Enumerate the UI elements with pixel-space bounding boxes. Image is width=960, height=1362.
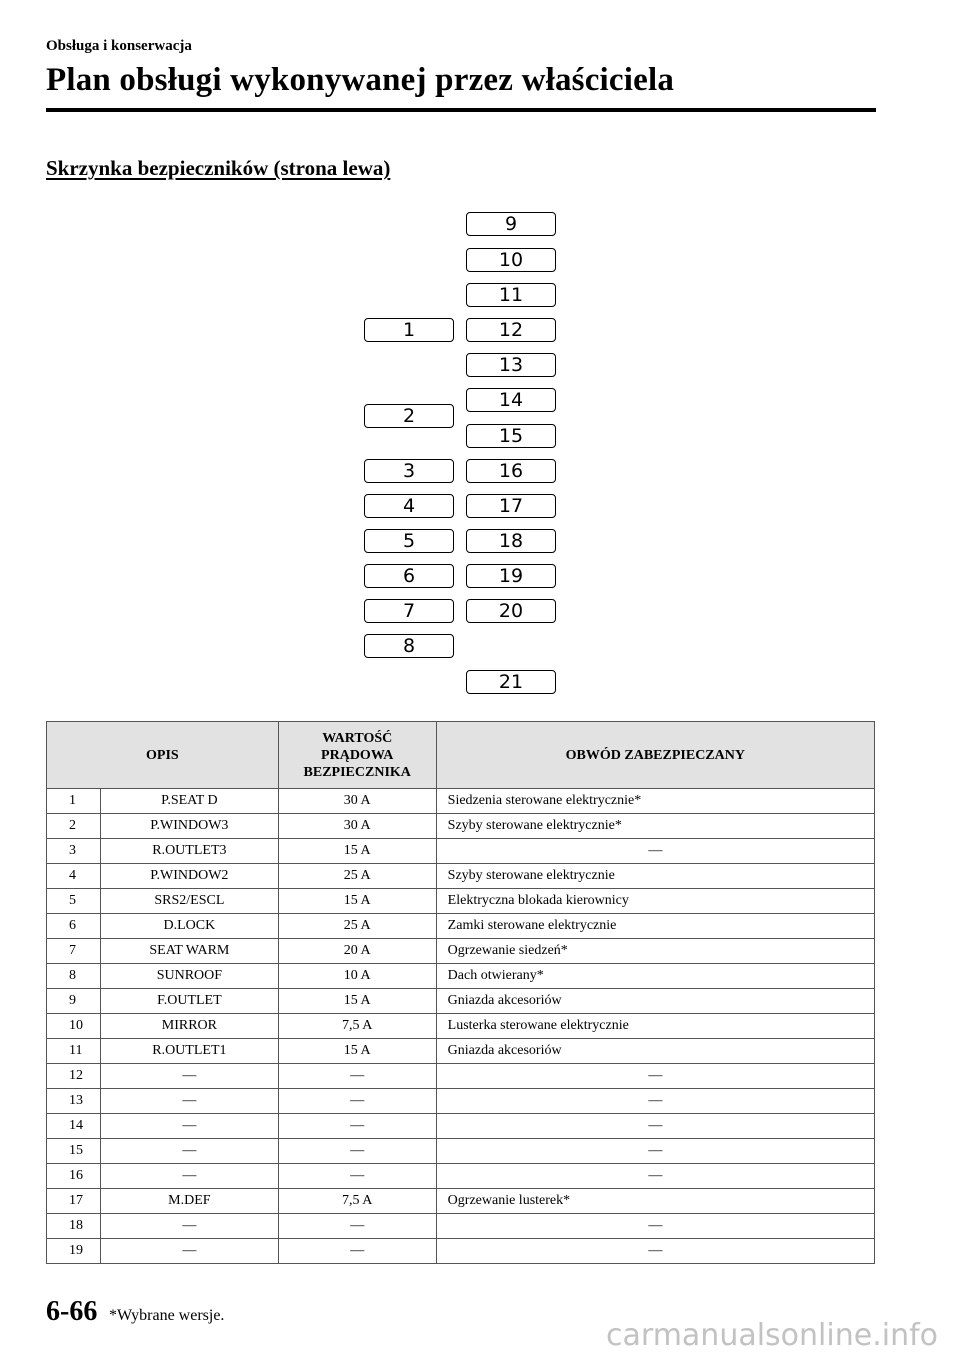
fuse-rating-cell: 7,5 A [278,1189,436,1214]
fuse-description-cell: — [100,1214,278,1239]
fuse-rating-cell: — [278,1114,436,1139]
fuse-description-cell: — [100,1139,278,1164]
fuse-rating-cell: — [278,1089,436,1114]
fuse-5: 5 [364,529,454,553]
fuse-6: 6 [364,564,454,588]
fuse-rating-cell: 10 A [278,964,436,989]
fuse-16: 16 [466,459,556,483]
fuse-rating-cell: 30 A [278,789,436,814]
fuse-8: 8 [364,634,454,658]
table-row [47,939,875,964]
fuse-number-cell: 10 [47,1014,101,1039]
fuse-rating-cell: 25 A [278,914,436,939]
fuse-description-cell: P.WINDOW2 [100,864,278,889]
table-row [47,889,875,914]
protected-circuit-cell: — [436,1164,874,1189]
protected-circuit-cell: Lusterka sterowane elektrycznie [436,1014,874,1039]
page-title: Plan obsługi wykonywanej przez właściciela [46,62,675,98]
fuse-rating-cell: — [278,1164,436,1189]
fuse-9: 9 [466,212,556,236]
table-row [47,864,875,889]
fuse-number-cell: 7 [47,939,101,964]
fuse-description-cell: F.OUTLET [100,989,278,1014]
watermark: carmanualsonline.info [606,1318,938,1353]
fuse-number-cell: 9 [47,989,101,1014]
fuse-10: 10 [466,248,556,272]
fuse-4: 4 [364,494,454,518]
fuse-13: 13 [466,353,556,377]
fuse-number-cell: 14 [47,1114,101,1139]
protected-circuit-cell: — [436,839,874,864]
fuse-15: 15 [466,424,556,448]
fuse-1: 1 [364,318,454,342]
fuse-number-cell: 11 [47,1039,101,1064]
fuse-14: 14 [466,388,556,412]
fuse-description-cell: — [100,1064,278,1089]
fuse-rating-cell: — [278,1239,436,1264]
header-wartosc-line1: WARTOŚĆ [322,730,393,746]
fuse-number-cell: 13 [47,1089,101,1114]
table-row [47,839,875,864]
fuse-rating-cell: 20 A [278,939,436,964]
table-row [47,1164,875,1189]
fuse-2: 2 [364,404,454,428]
fuse-20: 20 [466,599,556,623]
fuse-description-cell: D.LOCK [100,914,278,939]
fuse-table [46,721,875,1264]
fuse-12: 12 [466,318,556,342]
fuse-rating-cell: 25 A [278,864,436,889]
table-row [47,914,875,939]
protected-circuit-cell: Ogrzewanie siedzeń* [436,939,874,964]
protected-circuit-cell: — [436,1239,874,1264]
fuse-number-cell: 15 [47,1139,101,1164]
protected-circuit-cell: Szyby sterowane elektrycznie* [436,814,874,839]
protected-circuit-cell: Szyby sterowane elektrycznie [436,864,874,889]
header-opis: OPIS [47,722,279,789]
table-row [47,1114,875,1139]
protected-circuit-cell: Elektryczna blokada kierownicy [436,889,874,914]
table-row [47,1189,875,1214]
fuse-rating-cell: 15 A [278,889,436,914]
protected-circuit-cell: Zamki sterowane elektrycznie [436,914,874,939]
protected-circuit-cell: — [436,1089,874,1114]
fuse-description-cell: — [100,1089,278,1114]
header-wartosc-line2: PRĄDOWA [321,747,394,763]
fuse-rating-cell: 15 A [278,839,436,864]
table-row [47,1139,875,1164]
table-row [47,1239,875,1264]
fuse-19: 19 [466,564,556,588]
fuse-description-cell: SEAT WARM [100,939,278,964]
table-row [47,814,875,839]
fuse-number-cell: 16 [47,1164,101,1189]
fuse-rating-cell: 15 A [278,1039,436,1064]
fuse-11: 11 [466,283,556,307]
fuse-description-cell: P.SEAT D [100,789,278,814]
fuse-box-heading: Skrzynka bezpieczników (strona lewa) [46,156,391,180]
table-row [47,964,875,989]
protected-circuit-cell: Siedzenia sterowane elektrycznie* [436,789,874,814]
fuse-number-cell: 17 [47,1189,101,1214]
fuse-number-cell: 2 [47,814,101,839]
fuse-number-cell: 1 [47,789,101,814]
table-row [47,1089,875,1114]
table-row [47,1039,875,1064]
protected-circuit-cell: — [436,1064,874,1089]
table-header-row [47,722,875,789]
fuse-description-cell: SUNROOF [100,964,278,989]
fuse-description-cell: — [100,1239,278,1264]
fuse-rating-cell: — [278,1064,436,1089]
protected-circuit-cell: — [436,1214,874,1239]
fuse-rating-cell: — [278,1139,436,1164]
table-row [47,1014,875,1039]
protected-circuit-cell: Gniazda akcesoriów [436,1039,874,1064]
fuse-number-cell: 4 [47,864,101,889]
fuse-description-cell: R.OUTLET1 [100,1039,278,1064]
fuse-number-cell: 6 [47,914,101,939]
fuse-17: 17 [466,494,556,518]
fuse-description-cell: — [100,1164,278,1189]
page-number: 6-66 [46,1296,98,1327]
footnote: *Wybrane wersje. [109,1307,225,1324]
table-row [47,1214,875,1239]
protected-circuit-cell: — [436,1139,874,1164]
table-row [47,989,875,1014]
header-obwod: OBWÓD ZABEZPIECZANY [436,722,874,789]
fuse-21: 21 [466,670,556,694]
fuse-number-cell: 8 [47,964,101,989]
fuse-rating-cell: 7,5 A [278,1014,436,1039]
fuse-18: 18 [466,529,556,553]
fuse-number-cell: 3 [47,839,101,864]
header-wartosc [278,722,436,789]
fuse-description-cell: M.DEF [100,1189,278,1214]
fuse-number-cell: 5 [47,889,101,914]
fuse-description-cell: P.WINDOW3 [100,814,278,839]
fuse-rating-cell: — [278,1214,436,1239]
protected-circuit-cell: — [436,1114,874,1139]
table-row [47,1064,875,1089]
protected-circuit-cell: Gniazda akcesoriów [436,989,874,1014]
fuse-number-cell: 12 [47,1064,101,1089]
fuse-7: 7 [364,599,454,623]
fuse-description-cell: MIRROR [100,1014,278,1039]
fuse-description-cell: SRS2/ESCL [100,889,278,914]
fuse-rating-cell: 30 A [278,814,436,839]
table-row [47,789,875,814]
fuse-description-cell: — [100,1114,278,1139]
header-wartosc-line3: BEZPIECZNIKA [303,764,411,780]
section-label: Obsługa i konserwacja [46,38,192,54]
protected-circuit-cell: Dach otwierany* [436,964,874,989]
fuse-number-cell: 18 [47,1214,101,1239]
fuse-rating-cell: 15 A [278,989,436,1014]
fuse-3: 3 [364,459,454,483]
fuse-number-cell: 19 [47,1239,101,1264]
fuse-description-cell: R.OUTLET3 [100,839,278,864]
protected-circuit-cell: Ogrzewanie lusterek* [436,1189,874,1214]
